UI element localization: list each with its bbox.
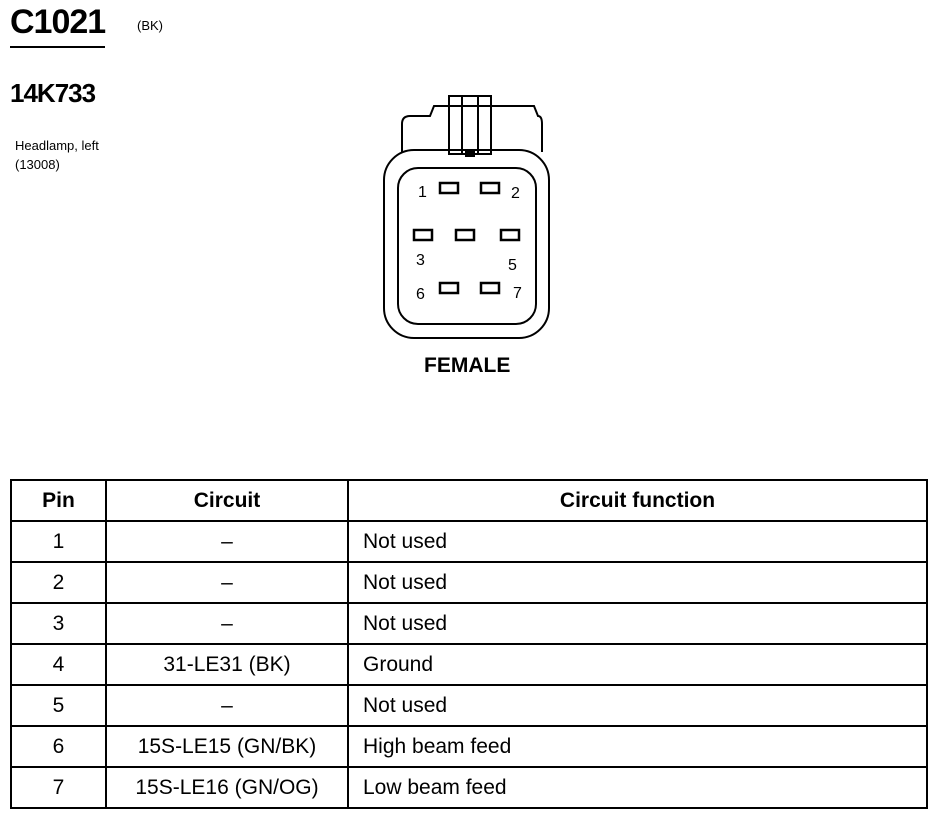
pin-label: 1 <box>418 184 427 201</box>
pin-cavity-6 <box>440 283 458 293</box>
function-cell: Ground <box>348 644 927 685</box>
connector-gender: FEMALE <box>424 354 511 377</box>
circuit-cell: – <box>106 521 348 562</box>
function-cell: Low beam feed <box>348 767 927 808</box>
description-line: Headlamp, left <box>15 138 99 153</box>
pin-label: 5 <box>508 257 517 274</box>
pin-cavity-1 <box>440 183 458 193</box>
pin-cell: 6 <box>11 726 106 767</box>
connector-id: C1021 <box>10 2 105 48</box>
table-row <box>11 685 927 726</box>
function-cell: Not used <box>348 685 927 726</box>
table-row <box>11 644 927 685</box>
header-circuit-function: Circuit function <box>348 480 927 521</box>
table-row <box>11 767 927 808</box>
description-line: (13008) <box>15 157 60 172</box>
pin-cell: 1 <box>11 521 106 562</box>
color-code: (BK) <box>137 18 163 33</box>
table-row <box>11 603 927 644</box>
header-circuit: Circuit <box>106 480 348 521</box>
circuit-cell: 31-LE31 (BK) <box>106 644 348 685</box>
pin-cavity-5 <box>501 230 519 240</box>
connector-face-diagram <box>0 0 938 400</box>
circuit-cell: 15S-LE15 (GN/BK) <box>106 726 348 767</box>
pin-cavity-7 <box>481 283 499 293</box>
function-cell: Not used <box>348 562 927 603</box>
pin-label: 3 <box>416 252 425 269</box>
pin-label: 2 <box>511 185 520 202</box>
table-row <box>11 521 927 562</box>
pin-cell: 7 <box>11 767 106 808</box>
circuit-cell: 15S-LE16 (GN/OG) <box>106 767 348 808</box>
connector-housing-outer <box>384 150 549 338</box>
header-pin: Pin <box>11 480 106 521</box>
pin-cavity-4 <box>456 230 474 240</box>
pin-label: 6 <box>416 286 425 303</box>
circuit-cell: – <box>106 685 348 726</box>
latch-slot <box>449 96 491 154</box>
pin-cavity-2 <box>481 183 499 193</box>
table-row <box>11 726 927 767</box>
circuit-cell: – <box>106 562 348 603</box>
pin-cell: 2 <box>11 562 106 603</box>
part-number: 14K733 <box>10 78 96 108</box>
pin-cell: 4 <box>11 644 106 685</box>
pin-table <box>10 479 928 809</box>
function-cell: High beam feed <box>348 726 927 767</box>
pin-cavity-3 <box>414 230 432 240</box>
pin-cell: 3 <box>11 603 106 644</box>
pin-label: 7 <box>513 285 522 302</box>
pin-cell: 5 <box>11 685 106 726</box>
function-cell: Not used <box>348 603 927 644</box>
function-cell: Not used <box>348 521 927 562</box>
table-header-row <box>11 480 927 521</box>
connector-latch <box>402 106 542 152</box>
circuit-cell: – <box>106 603 348 644</box>
table-row <box>11 562 927 603</box>
